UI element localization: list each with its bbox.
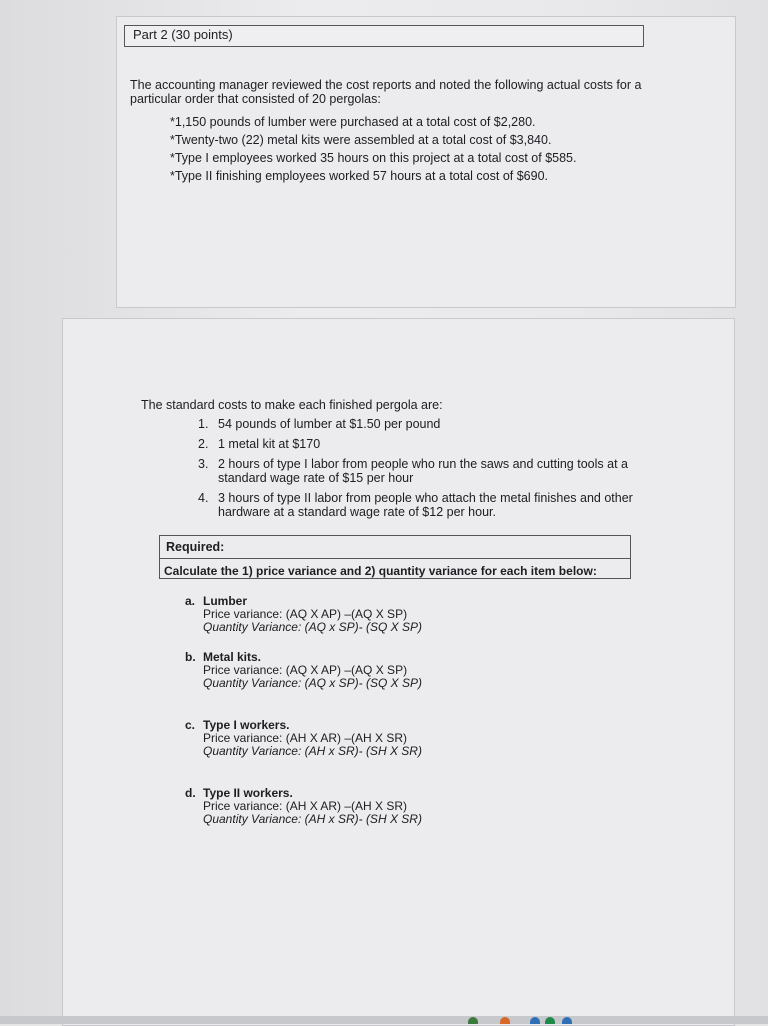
browser-icon[interactable] <box>500 1017 510 1024</box>
standard-item-number: 1. <box>198 417 209 431</box>
taskbar <box>0 1016 768 1024</box>
required-box <box>159 535 631 579</box>
required-label: Required: <box>166 540 225 554</box>
part-title: Part 2 (30 points) <box>133 27 233 42</box>
quantity-variance-formula: Quantity Variance: (AH x SR)- (SH X SR) <box>203 812 422 826</box>
standard-item-number: 4. <box>198 491 209 505</box>
price-variance-formula: Price variance: (AQ X AP) –(AQ X SP) <box>203 663 408 677</box>
actual-costs-list <box>170 113 640 185</box>
mail-icon[interactable] <box>468 1017 478 1024</box>
item-letter: d. <box>185 786 196 800</box>
item-type-2-workers <box>185 787 605 826</box>
item-lumber <box>185 595 605 634</box>
item-title: Lumber <box>203 594 248 608</box>
price-variance-formula: Price variance: (AQ X AP) –(AQ X SP) <box>203 607 408 621</box>
part-header-box <box>124 25 644 47</box>
quantity-variance-formula: Quantity Variance: (AQ x SP)- (SQ X SP) <box>203 620 422 634</box>
item-letter: a. <box>185 594 196 608</box>
standard-item-text: 1 metal kit at $170 <box>218 437 321 451</box>
item-title: Type I workers. <box>203 718 290 732</box>
intro-paragraph: The accounting manager reviewed the cost reports and noted the following actual costs for a particular order that consisted of 20 pergolas: <box>130 78 642 106</box>
standard-item-text: 2 hours of type I labor from people who run the saws and cutting tools at a standard wage rate of $15 per hour <box>218 457 628 485</box>
standard-item <box>198 437 638 451</box>
standard-item-number: 3. <box>198 457 209 471</box>
quantity-variance-formula: Quantity Variance: (AQ x SP)- (SQ X SP) <box>203 676 422 690</box>
standard-costs-list <box>198 417 638 519</box>
standard-costs-title: The standard costs to make each finished pergola are: <box>141 398 443 412</box>
item-letter: c. <box>185 718 196 732</box>
item-title: Type II workers. <box>203 786 293 800</box>
standard-item-number: 2. <box>198 437 209 451</box>
actual-cost-lumber: *1,150 pounds of lumber were purchased at a total cost of $2,280. <box>170 115 536 129</box>
price-variance-formula: Price variance: (AH X AR) –(AH X SR) <box>203 799 408 813</box>
app-icon[interactable] <box>530 1017 540 1024</box>
standard-item-text: 3 hours of type II labor from people who attach the metal finishes and other hardware at a standard wage rate of $12 per hour. <box>218 491 633 519</box>
quantity-variance-formula: Quantity Variance: (AH x SR)- (SH X SR) <box>203 744 422 758</box>
required-divider <box>160 558 630 559</box>
item-letter: b. <box>185 650 196 664</box>
chat-icon[interactable] <box>545 1017 555 1024</box>
standard-item <box>198 491 638 519</box>
actual-cost-type-2: *Type II finishing employees worked 57 hours at a total cost of $690. <box>170 169 548 183</box>
required-instruction: Calculate the 1) price variance and 2) quantity variance for each item below: <box>164 564 597 578</box>
item-metal-kits <box>185 651 605 690</box>
actual-cost-type-1: *Type I employees worked 35 hours on this project at a total cost of $585. <box>170 151 577 165</box>
price-variance-formula: Price variance: (AH X AR) –(AH X SR) <box>203 731 408 745</box>
standard-item-text: 54 pounds of lumber at $1.50 per pound <box>218 417 441 431</box>
standard-item <box>198 417 638 431</box>
item-title: Metal kits. <box>203 650 262 664</box>
item-type-1-workers <box>185 719 605 758</box>
standard-item <box>198 457 638 485</box>
actual-cost-metal-kits: *Twenty-two (22) metal kits were assembled at a total cost of $3,840. <box>170 133 552 147</box>
word-icon[interactable] <box>562 1017 572 1024</box>
